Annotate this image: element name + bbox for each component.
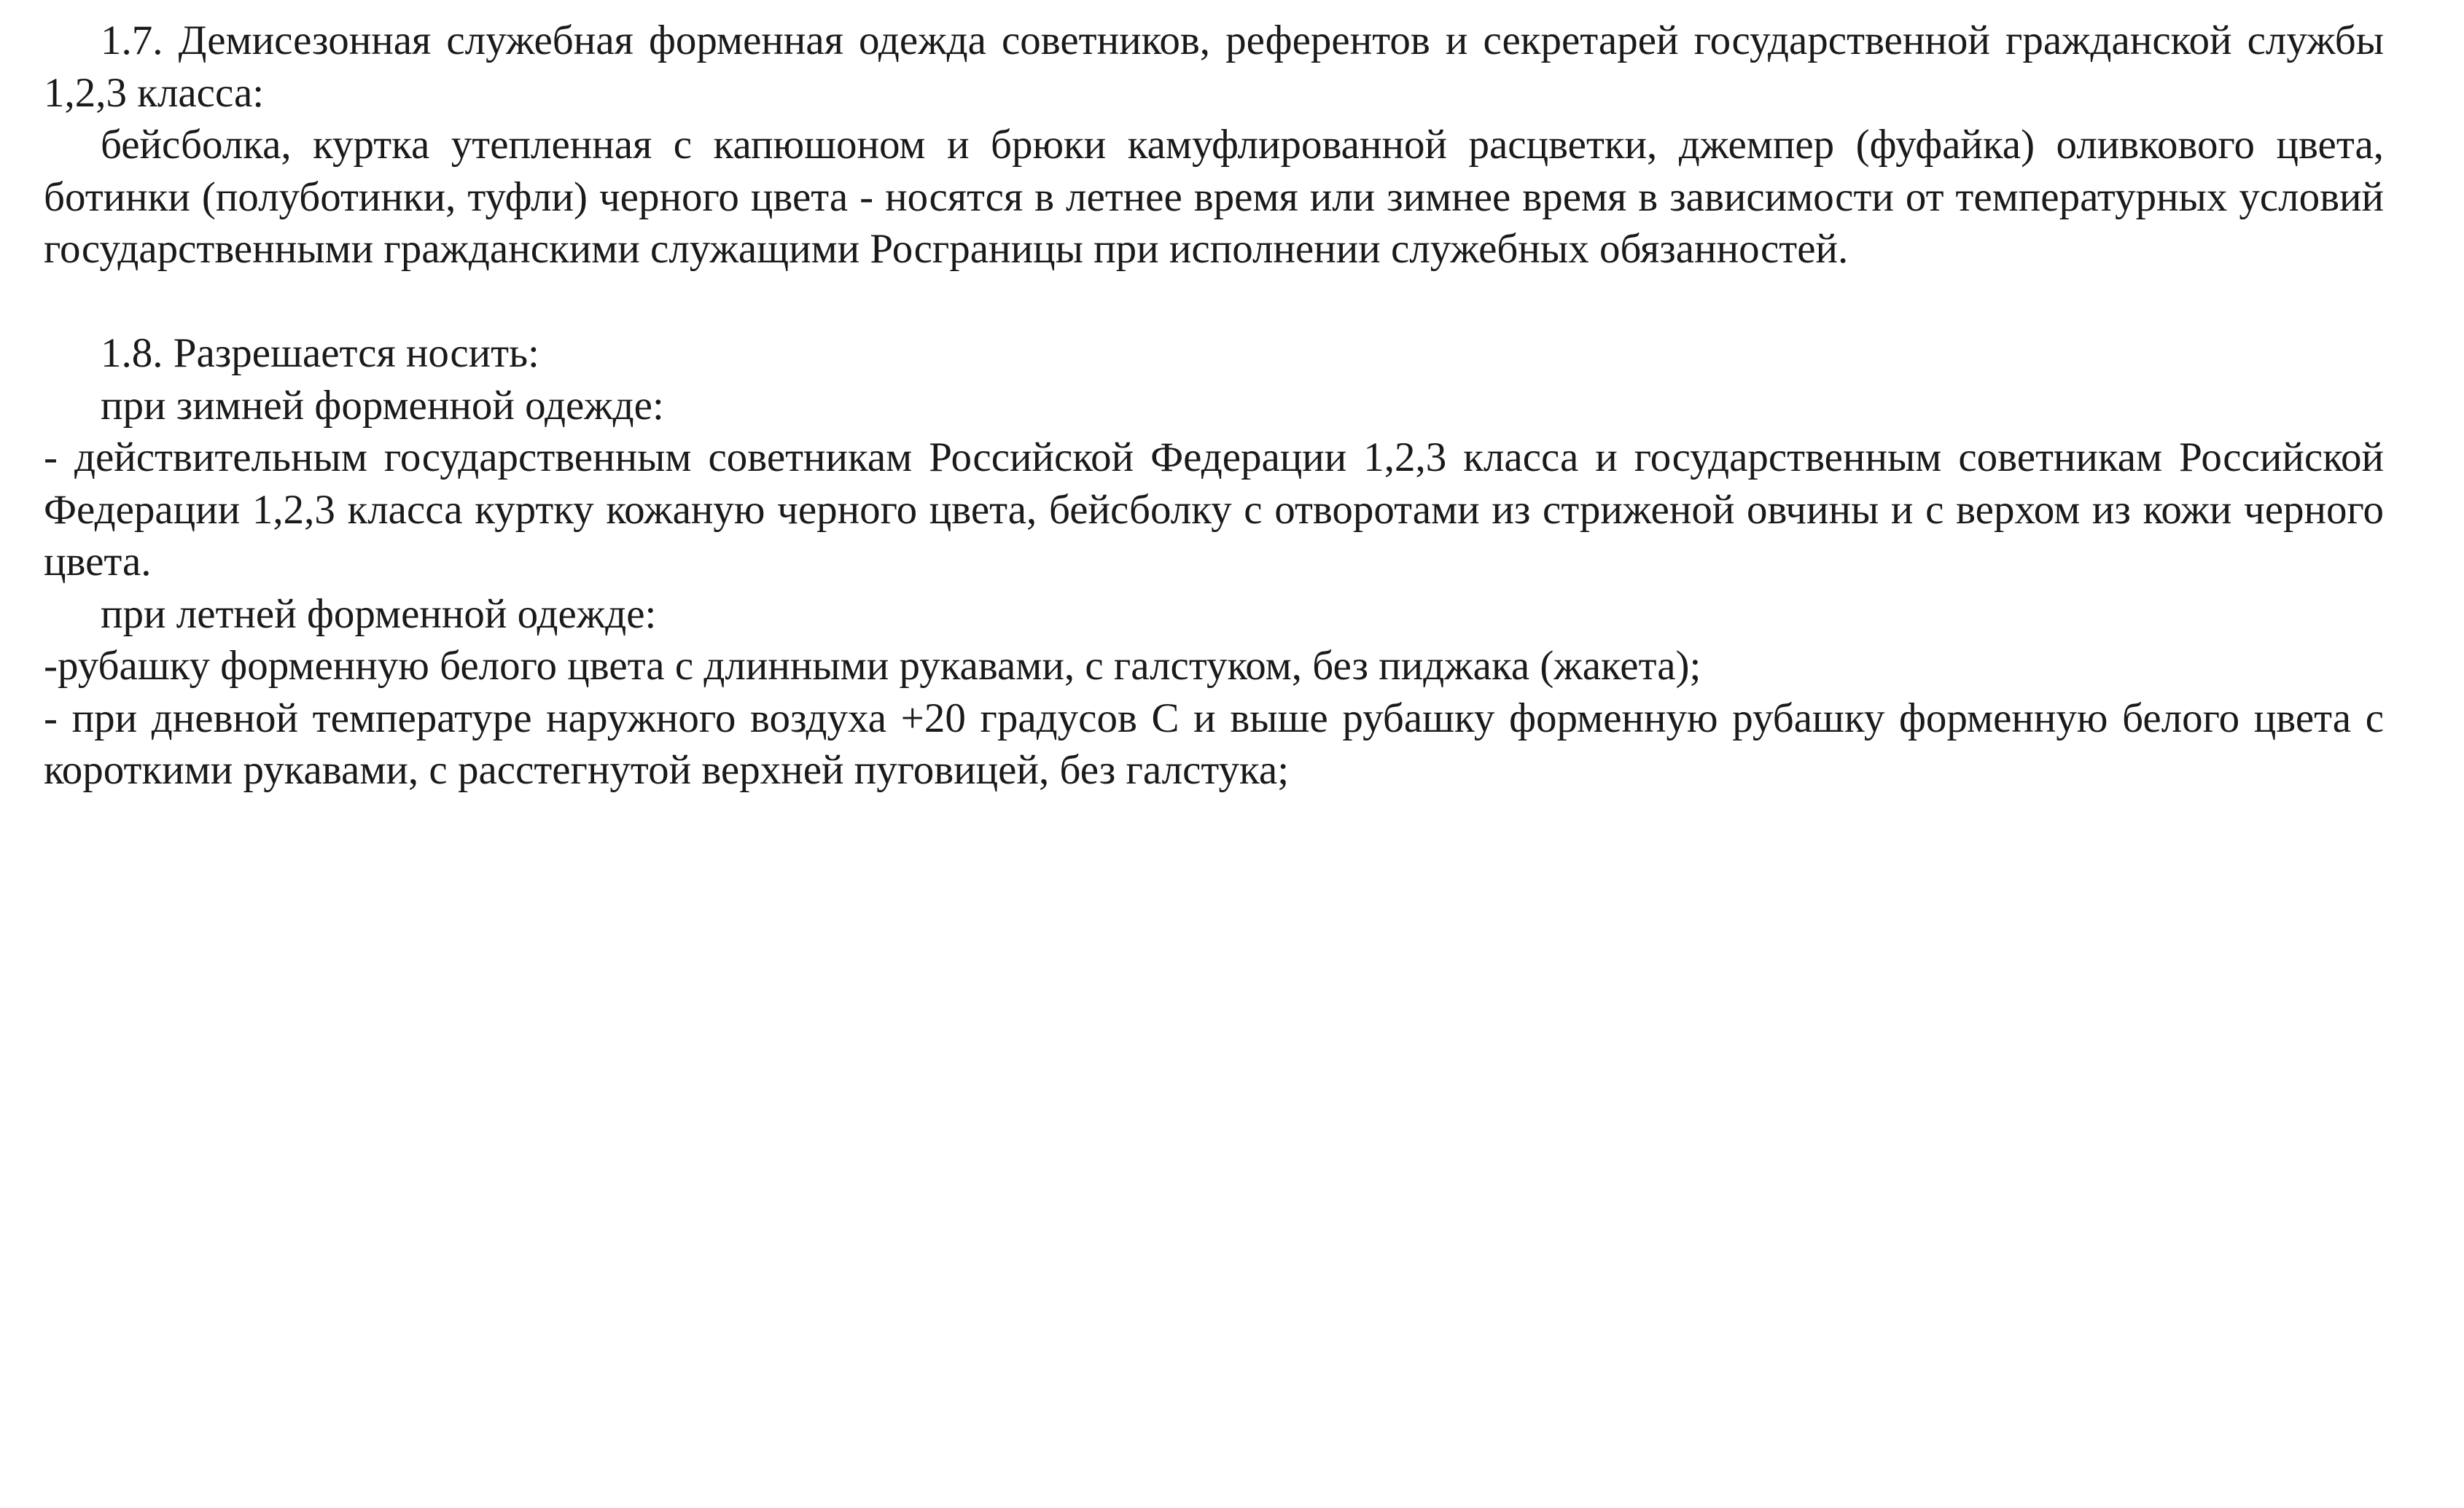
section-1-7-heading: 1.7. Демисезонная служебная форменная одежда советников, референтов и секретарей государственной гражданской службы 1,2,3 класса: — [44, 17, 2384, 116]
section-1-7-body: бейсболка, куртка утепленная с капюшоном и брюки камуфлированной расцветки, джемпер (фуфайка) оливкового цвета, ботинки (полуботинки, туфли) черного цвета - носятся в летнее время или зимнее время в зависимости от температурных условий государственными гражданскими служащими Росграницы при исполнении служебных обязанностей. — [44, 122, 2384, 272]
winter-uniform-item: - действительным государственным советникам Российской Федерации 1,2,3 класса и государственным советникам Российской Федерации 1,2,3 класса куртку кожаную черного цвета, бейсболку с отворотами из стриженой овчины и с верхом из кожи черного цвета. — [44, 434, 2384, 585]
summer-uniform-intro: при летней форменной одежде: — [101, 590, 657, 637]
summer-uniform-item-2: - при дневной температуре наружного воздуха +20 градусов С и выше рубашку форменную рубашку форменную белого цвета с короткими рукавами, с расстегнутой верхней пуговицей, без галстука; — [44, 695, 2384, 793]
section-1-8-heading: 1.8. Разрешается носить: — [101, 330, 539, 376]
winter-uniform-intro: при зимней форменной одежде: — [101, 382, 664, 429]
summer-uniform-item-1: -рубашку форменную белого цвета с длинными рукавами, с галстуком, без пиджака (жакета); — [44, 643, 1701, 689]
document-page — [44, 15, 2384, 797]
paragraph-spacer — [44, 276, 2384, 328]
